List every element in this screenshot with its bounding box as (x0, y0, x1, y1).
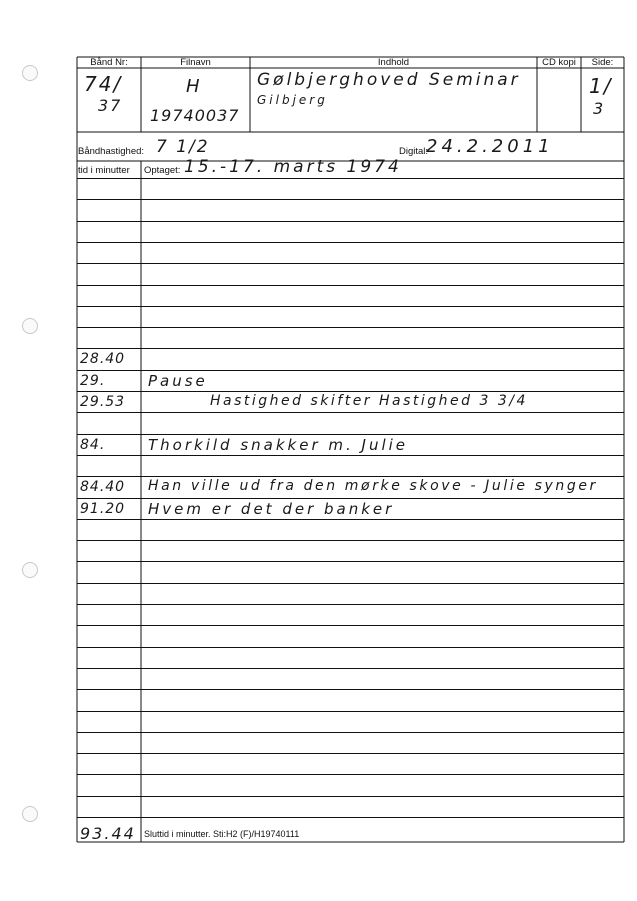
filnavn-number: 19740037 (150, 106, 240, 125)
indhold-line-2: Gilbjerg (257, 93, 328, 107)
log-time: 29.53 (80, 394, 126, 410)
log-text: Han ville ud fra den mørke skove - Julie synger (148, 478, 598, 494)
bandhastighed-label: Båndhastighed: (78, 146, 145, 157)
optaget-label: Optaget: (144, 165, 181, 176)
log-time: 29. (80, 373, 106, 389)
log-text: Pause (148, 372, 208, 390)
tid-label: tid i minutter (78, 165, 130, 176)
band-nr-header: Bånd Nr: (90, 57, 128, 68)
band-nr-top: 74/ (84, 72, 123, 96)
cd-kopi-header: CD kopi (542, 57, 576, 68)
log-time: 28.40 (80, 351, 126, 367)
indhold-line-1: Gølbjerghoved Seminar (257, 70, 521, 90)
log-time: 84. (80, 437, 106, 453)
side-bottom: 3 (593, 99, 606, 118)
band-nr-bottom: 37 (98, 96, 123, 115)
digital-value: 24.2.2011 (426, 136, 554, 157)
optaget-value: 15.-17. marts 1974 (184, 157, 402, 177)
side-top: 1/ (589, 74, 613, 98)
bandhastighed-value: 7 1/2 (156, 137, 210, 157)
log-text: Hvem er det der banker (148, 500, 395, 518)
filnavn-letter: H (186, 76, 202, 97)
sluttid-text: Sluttid i minutter. Sti:H2 (F)/H19740111 (144, 829, 300, 839)
filnavn-header: Filnavn (180, 57, 211, 68)
side-header: Side: (591, 57, 614, 68)
log-time: 91.20 (80, 501, 126, 517)
digital-label: Digital: (399, 146, 429, 157)
indhold-header: Indhold (377, 57, 410, 68)
log-time: 84.40 (80, 479, 126, 495)
end-time: 93.44 (80, 824, 136, 843)
log-text: Hastighed skifter Hastighed 3 3/4 (210, 393, 528, 409)
log-text: Thorkild snakker m. Julie (148, 436, 409, 454)
